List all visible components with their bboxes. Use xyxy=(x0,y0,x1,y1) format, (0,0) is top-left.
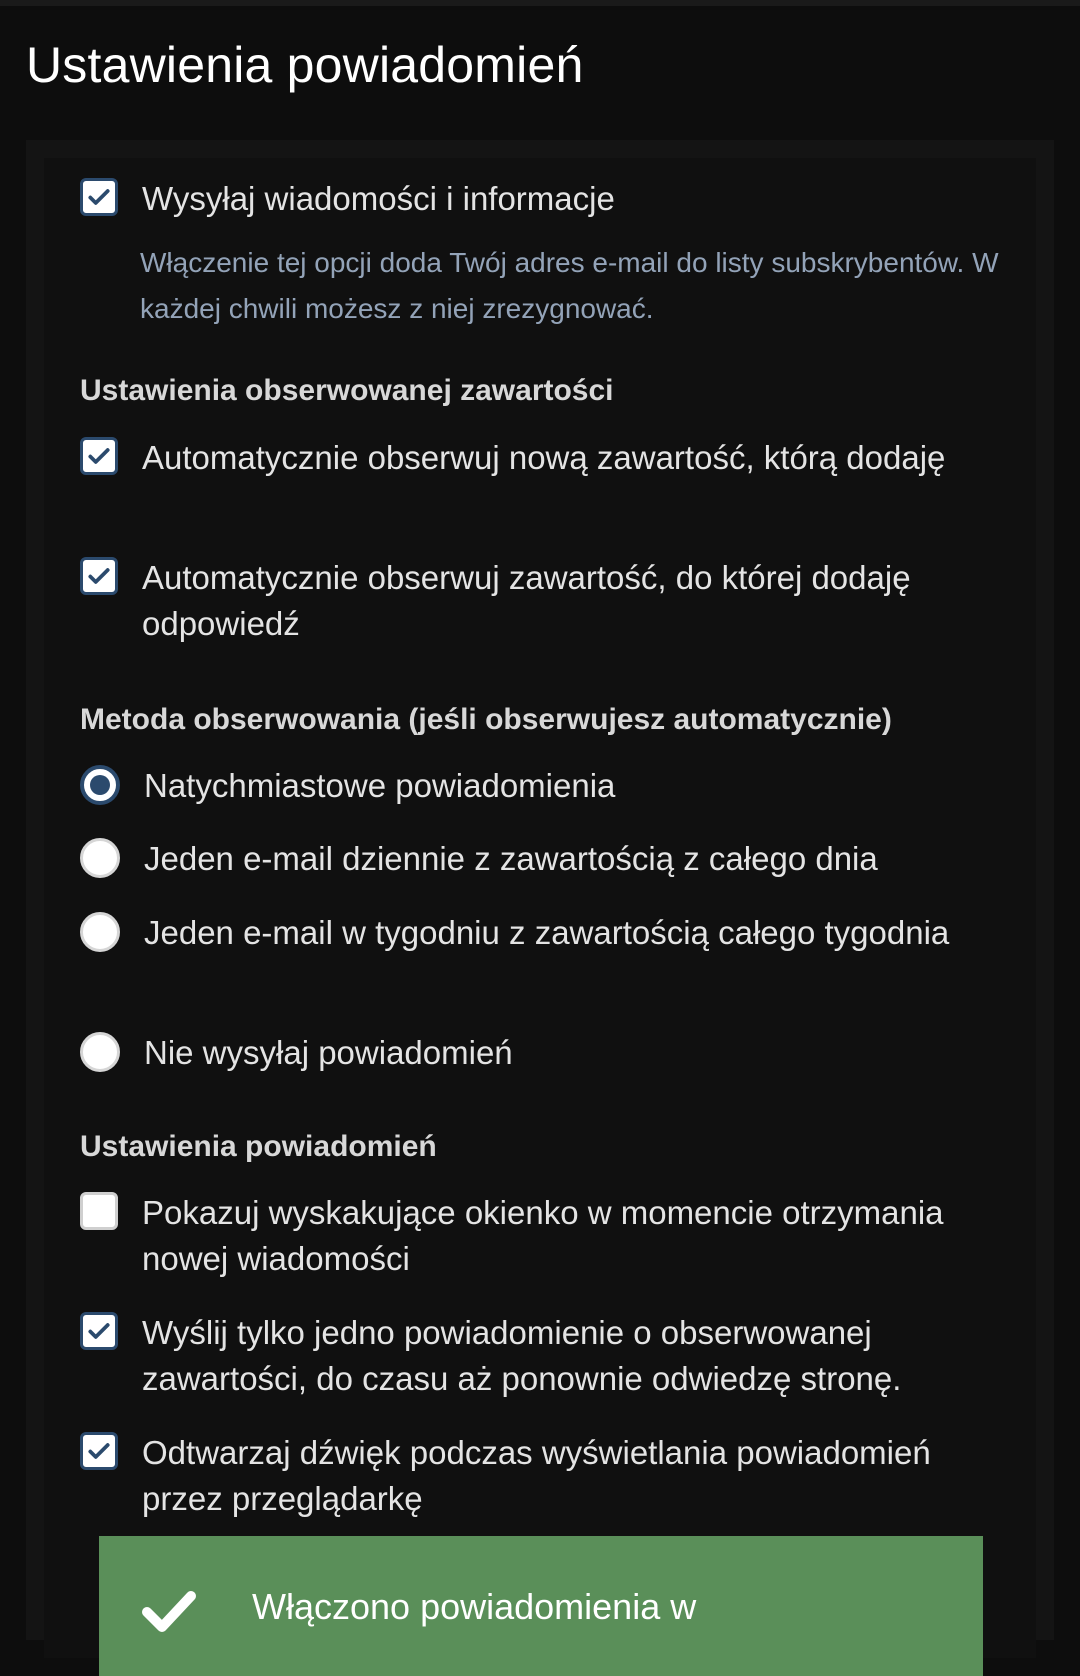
check-icon xyxy=(86,443,112,469)
top-strip xyxy=(0,0,1080,6)
success-message: Włączono powiadomienia w xyxy=(252,1586,697,1627)
check-icon xyxy=(86,1318,112,1344)
watch-replied-content-label: Automatycznie obserwuj zawartość, do której dodaję odpowiedź xyxy=(142,559,911,642)
watch-replied-content-checkbox[interactable] xyxy=(80,557,118,595)
single-notification-label: Wyślij tylko jedno powiadomienie o obserwowanej zawartości, do czasu aż ponownie odwiedzę stronę. xyxy=(142,1314,902,1397)
popup-checkbox[interactable] xyxy=(80,1192,118,1230)
method-label-daily: Jeden e-mail dziennie z zawartością z całego dnia xyxy=(144,840,878,877)
watch-new-content-checkbox[interactable] xyxy=(80,437,118,475)
check-icon xyxy=(86,184,112,210)
newsletter-option[interactable] xyxy=(80,176,1020,222)
method-radio-instant[interactable] xyxy=(80,765,120,805)
checkmark-icon xyxy=(141,1588,197,1634)
radio-dot-icon xyxy=(90,775,110,795)
method-option-instant[interactable] xyxy=(80,763,1020,809)
watch-new-content-option[interactable] xyxy=(80,435,1020,481)
popup-option[interactable] xyxy=(80,1190,1020,1282)
page-title: Ustawienia powiadomień xyxy=(26,37,584,93)
method-label-none: Nie wysyłaj powiadomień xyxy=(144,1034,513,1071)
notifications-heading: Ustawienia powiadomień xyxy=(80,1130,437,1163)
watch-new-content-label: Automatycznie obserwuj nową zawartość, którą dodaję xyxy=(142,439,946,476)
sound-checkbox[interactable] xyxy=(80,1432,118,1470)
sound-option[interactable] xyxy=(80,1430,1020,1522)
method-radio-none[interactable] xyxy=(80,1032,120,1072)
settings-form xyxy=(44,158,1036,1658)
sound-label: Odtwarzaj dźwięk podczas wyświetlania powiadomień przez przeglądarkę xyxy=(142,1434,931,1517)
success-banner xyxy=(99,1536,983,1676)
watched-heading: Ustawienia obserwowanej zawartości xyxy=(80,374,614,407)
settings-panel xyxy=(26,140,1054,1640)
newsletter-hint: Włączenie tej opcji doda Twój adres e-mail do listy subskrybentów. W każdej chwili możesz z niej zrezygnować. xyxy=(140,247,999,324)
method-heading: Metoda obserwowania (jeśli obserwujesz automatycznie) xyxy=(80,703,892,736)
method-label-instant: Natychmiastowe powiadomienia xyxy=(144,767,616,804)
watch-replied-content-option[interactable] xyxy=(80,555,1020,647)
method-option-weekly[interactable] xyxy=(80,910,1020,956)
single-notification-option[interactable] xyxy=(80,1310,1020,1402)
check-icon xyxy=(86,563,112,589)
newsletter-checkbox[interactable] xyxy=(80,178,118,216)
method-radio-daily[interactable] xyxy=(80,838,120,878)
method-radio-weekly[interactable] xyxy=(80,912,120,952)
method-label-weekly: Jeden e-mail w tygodniu z zawartością całego tygodnia xyxy=(144,914,950,951)
check-icon xyxy=(86,1438,112,1464)
method-option-daily[interactable] xyxy=(80,836,1020,882)
single-notification-checkbox[interactable] xyxy=(80,1312,118,1350)
newsletter-label: Wysyłaj wiadomości i informacje xyxy=(142,180,615,217)
method-option-none[interactable] xyxy=(80,1030,1020,1076)
popup-label: Pokazuj wyskakujące okienko w momencie otrzymania nowej wiadomości xyxy=(142,1194,944,1277)
